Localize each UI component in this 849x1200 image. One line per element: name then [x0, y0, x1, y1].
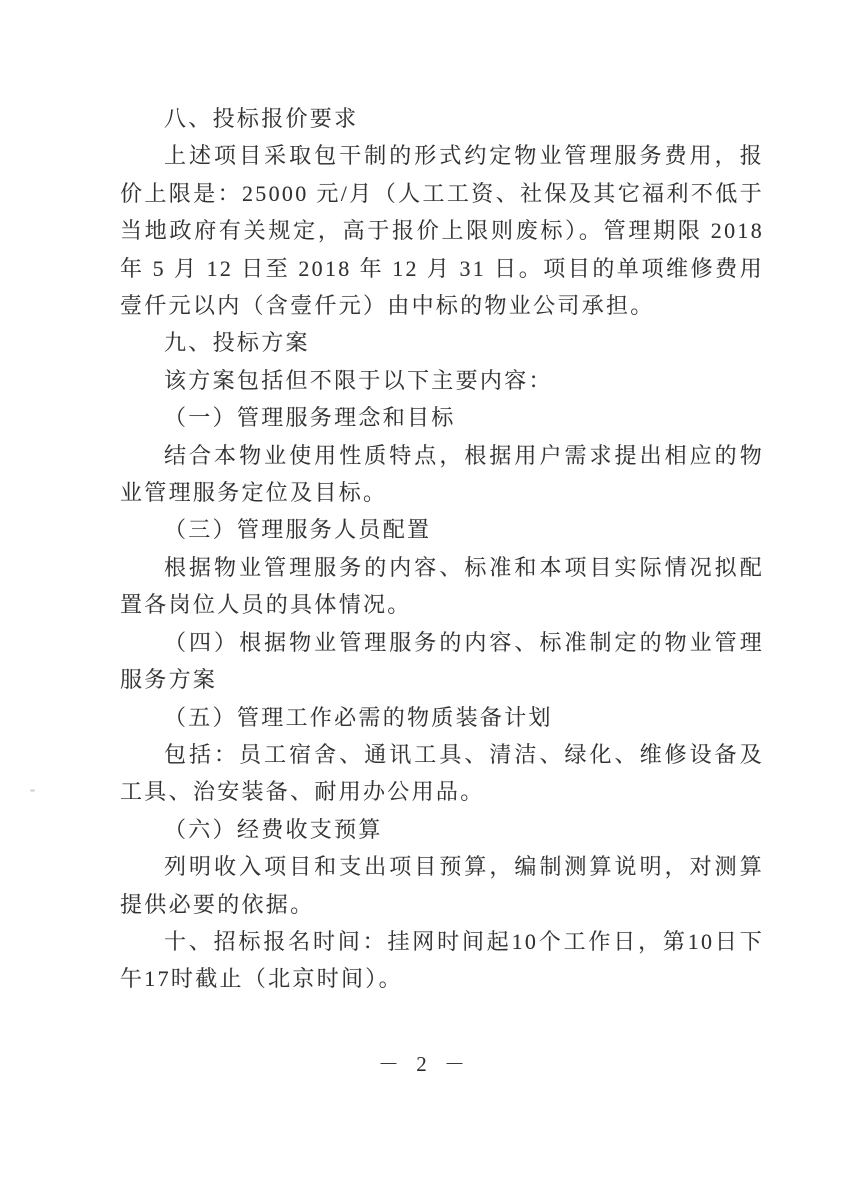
page-number: － 2 － — [378, 1052, 471, 1076]
heading-item-3: （三）管理服务人员配置 — [164, 517, 432, 543]
heading-item-6: （六）经费收支预算 — [164, 816, 383, 842]
heading-item-1: （一）管理服务理念和目标 — [164, 405, 456, 431]
paragraph-section-10: 十、招标报名时间：挂网时间起10个工作日，第10日下午17时截止（北京时间）。 — [120, 928, 764, 992]
paragraph-item-1-body: 结合本物业使用性质特点，根据用户需求提出相应的物业管理服务定位及目标。 — [120, 442, 764, 506]
paragraph-item-6-body: 列明收入项目和支出项目预算，编制测算说明，对测算提供必要的依据。 — [120, 854, 764, 917]
heading-section-8: 八、投标报价要求 — [164, 106, 359, 131]
heading-item-4: （四）根据物业管理服务的内容、标准制定的物业管理服务方案 — [120, 629, 764, 693]
heading-item-5: （五）管理工作必需的物质装备计划 — [164, 704, 553, 730]
paragraph-price-requirements: 上述项目采取包干制的形式约定物业管理服务费用，报价上限是：25000 元/月（人工工资、社保及其它福利不低于当地政府有关规定，高于报价上限则废标）。管理期限 2018 年 5 月 12 日至 2018 年 12 月 31 日。项目的单项维修费用壹仟元以内（含壹仟元）由中标的物业公司承担。 — [120, 143, 764, 319]
text-block — [120, 100, 764, 998]
paragraph-plan-intro: 该方案包括但不限于以下主要内容： — [164, 367, 553, 393]
heading-section-9: 九、投标方案 — [164, 330, 310, 356]
paragraph-item-5-body: 包括：员工宿舍、通讯工具、清洁、绿化、维修设备及工具、治安装备、耐用办公用品。 — [120, 741, 764, 805]
paragraph-item-3-body: 根据物业管理服务的内容、标准和本项目实际情况拟配置各岗位人员的具体情况。 — [120, 554, 764, 618]
scan-artifact — [30, 789, 35, 792]
